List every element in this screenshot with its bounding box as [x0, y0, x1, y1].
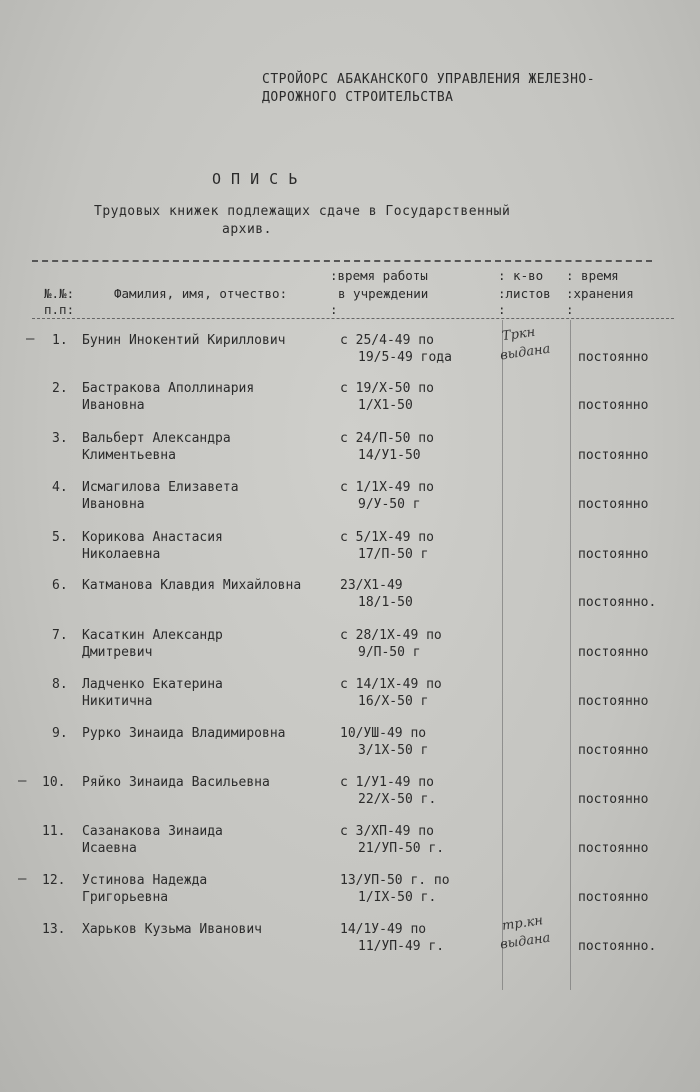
doc-subtitle-line1: Трудовых книжек подлежащих сдаче в Государственный [94, 204, 511, 219]
row-period-from: с 5/1Х-49 по [340, 530, 434, 545]
row-name-line2: Никитична [82, 694, 153, 709]
row-period-to: 21/УП-50 г. [358, 841, 445, 856]
row-storage: постоянно [578, 350, 649, 365]
column-divider-storage [570, 320, 571, 990]
row-period-from: с 24/П-50 по [340, 431, 434, 446]
row-period-from: с 19/Х-50 по [340, 381, 434, 396]
doc-title: О П И С Ь [212, 170, 298, 188]
row-number: 10. [42, 775, 66, 790]
row-storage: постоянно [578, 645, 649, 660]
row-period-from: 13/УП-50 г. по [340, 873, 450, 888]
row-name-line1: Исмагилова Елизавета [82, 480, 239, 495]
row-period-from: 10/УШ-49 по [340, 726, 427, 741]
row-name-line2: Николаевна [82, 547, 161, 562]
org-name-line2: ДОРОЖНОГО СТРОИТЕЛЬСТВА [262, 90, 454, 105]
row-storage: постоянно [578, 890, 649, 905]
col-storage-line2: :хранения [566, 286, 634, 301]
row-storage: постоянно. [578, 939, 657, 954]
row-margin-mark: — [26, 331, 35, 347]
row-name-line1: Харьков Кузьма Иванович [82, 922, 263, 937]
row-period-to: 9/У-50 г [358, 497, 421, 512]
row-note-line2: выдана [499, 930, 552, 953]
row-period-from: с 28/1Х-49 по [340, 628, 442, 643]
row-name-line2: Григорьевна [82, 890, 169, 905]
row-note-line1: Тркн [501, 324, 537, 345]
org-name-line1: СТРОЙОРС АБАКАНСКОГО УПРАВЛЕНИЯ ЖЕЛЕЗНО- [262, 72, 596, 87]
row-name-line2: Климентьевна [82, 448, 176, 463]
row-name-line1: Катманова Клавдия Михайловна [82, 578, 302, 593]
row-period-to: 3/1Х-50 г [358, 743, 429, 758]
row-note-line1: тр.кн [501, 913, 544, 934]
row-storage: постоянно [578, 841, 649, 856]
row-storage: постоянно [578, 497, 649, 512]
row-note-line2: выдана [499, 341, 552, 364]
row-storage: постоянно [578, 743, 649, 758]
row-period-to: 17/П-50 г [358, 547, 429, 562]
row-storage: постоянно. [578, 595, 657, 610]
doc-subtitle-line2: архив. [222, 222, 272, 237]
row-storage: постоянно [578, 398, 649, 413]
row-name-line1: Касаткин Александр [82, 628, 223, 643]
row-number: 6. [52, 578, 68, 593]
col-num-line2: п.п: [44, 302, 75, 317]
row-number: 8. [52, 677, 68, 692]
col-name: Фамилия, имя, отчество: [114, 286, 288, 301]
col-period-line3: : [330, 302, 338, 317]
row-number: 3. [52, 431, 68, 446]
row-number: 13. [42, 922, 66, 937]
col-sheets-line3: : [498, 302, 506, 317]
row-storage: постоянно [578, 547, 649, 562]
row-period-from: с 14/1Х-49 по [340, 677, 442, 692]
row-name-line2: Дмитревич [82, 645, 153, 660]
row-number: 5. [52, 530, 68, 545]
row-storage: постоянно [578, 694, 649, 709]
row-number: 4. [52, 480, 68, 495]
row-storage: постоянно [578, 448, 649, 463]
row-period-to: 1/Х1-50 [358, 398, 413, 413]
row-period-from: с 1/1Х-49 по [340, 480, 434, 495]
row-name-line1: Корикова Анастасия [82, 530, 223, 545]
row-number: 12. [42, 873, 66, 888]
row-name-line1: Рурко Зинаида Владимировна [82, 726, 286, 741]
row-period-from: с 3/ХП-49 по [340, 824, 434, 839]
col-period-line1: :время работы [330, 268, 428, 283]
row-period-to: 16/Х-50 г [358, 694, 429, 709]
row-margin-mark: — [18, 773, 27, 789]
column-divider-sheets [502, 320, 503, 990]
row-period-to: 1/IХ-50 г. [358, 890, 437, 905]
col-num-line1: №.№: [44, 286, 75, 301]
row-number: 1. [52, 333, 68, 348]
row-number: 7. [52, 628, 68, 643]
col-storage-line1: : время [566, 268, 619, 283]
row-margin-mark: — [18, 871, 27, 887]
row-name-line2: Ивановна [82, 398, 145, 413]
col-sheets-line1: : к-во [498, 268, 544, 283]
row-period-from: с 25/4-49 по [340, 333, 434, 348]
row-name-line1: Сазанакова Зинаида [82, 824, 223, 839]
row-name-line2: Исаевна [82, 841, 137, 856]
col-period-line2: в учреждении [338, 286, 429, 301]
row-period-from: с 1/У1-49 по [340, 775, 434, 790]
row-name-line1: Ладченко Екатерина [82, 677, 223, 692]
row-name-line1: Вальберт Александра [82, 431, 231, 446]
row-name-line1: Бунин Инокентий Кириллович [82, 333, 286, 348]
header-rule-top [32, 260, 652, 262]
row-number: 2. [52, 381, 68, 396]
row-number: 11. [42, 824, 66, 839]
row-name-line1: Бастракова Аполлинария [82, 381, 255, 396]
col-storage-line3: : [566, 302, 574, 317]
row-name-line1: Ряйко Зинаида Васильевна [82, 775, 270, 790]
row-period-to: 18/1-50 [358, 595, 413, 610]
row-period-to: 9/П-50 г [358, 645, 421, 660]
row-number: 9. [52, 726, 68, 741]
row-storage: постоянно [578, 792, 649, 807]
header-rule-bottom [32, 318, 674, 320]
row-name-line1: Устинова Надежда [82, 873, 208, 888]
row-period-from: 23/Х1-49 [340, 578, 403, 593]
row-period-to: 19/5-49 года [358, 350, 452, 365]
col-sheets-line2: :листов [498, 286, 551, 301]
row-period-to: 22/Х-50 г. [358, 792, 437, 807]
row-period-to: 14/У1-50 [358, 448, 421, 463]
row-period-from: 14/1У-49 по [340, 922, 427, 937]
row-period-to: 11/УП-49 г. [358, 939, 445, 954]
row-name-line2: Ивановна [82, 497, 145, 512]
